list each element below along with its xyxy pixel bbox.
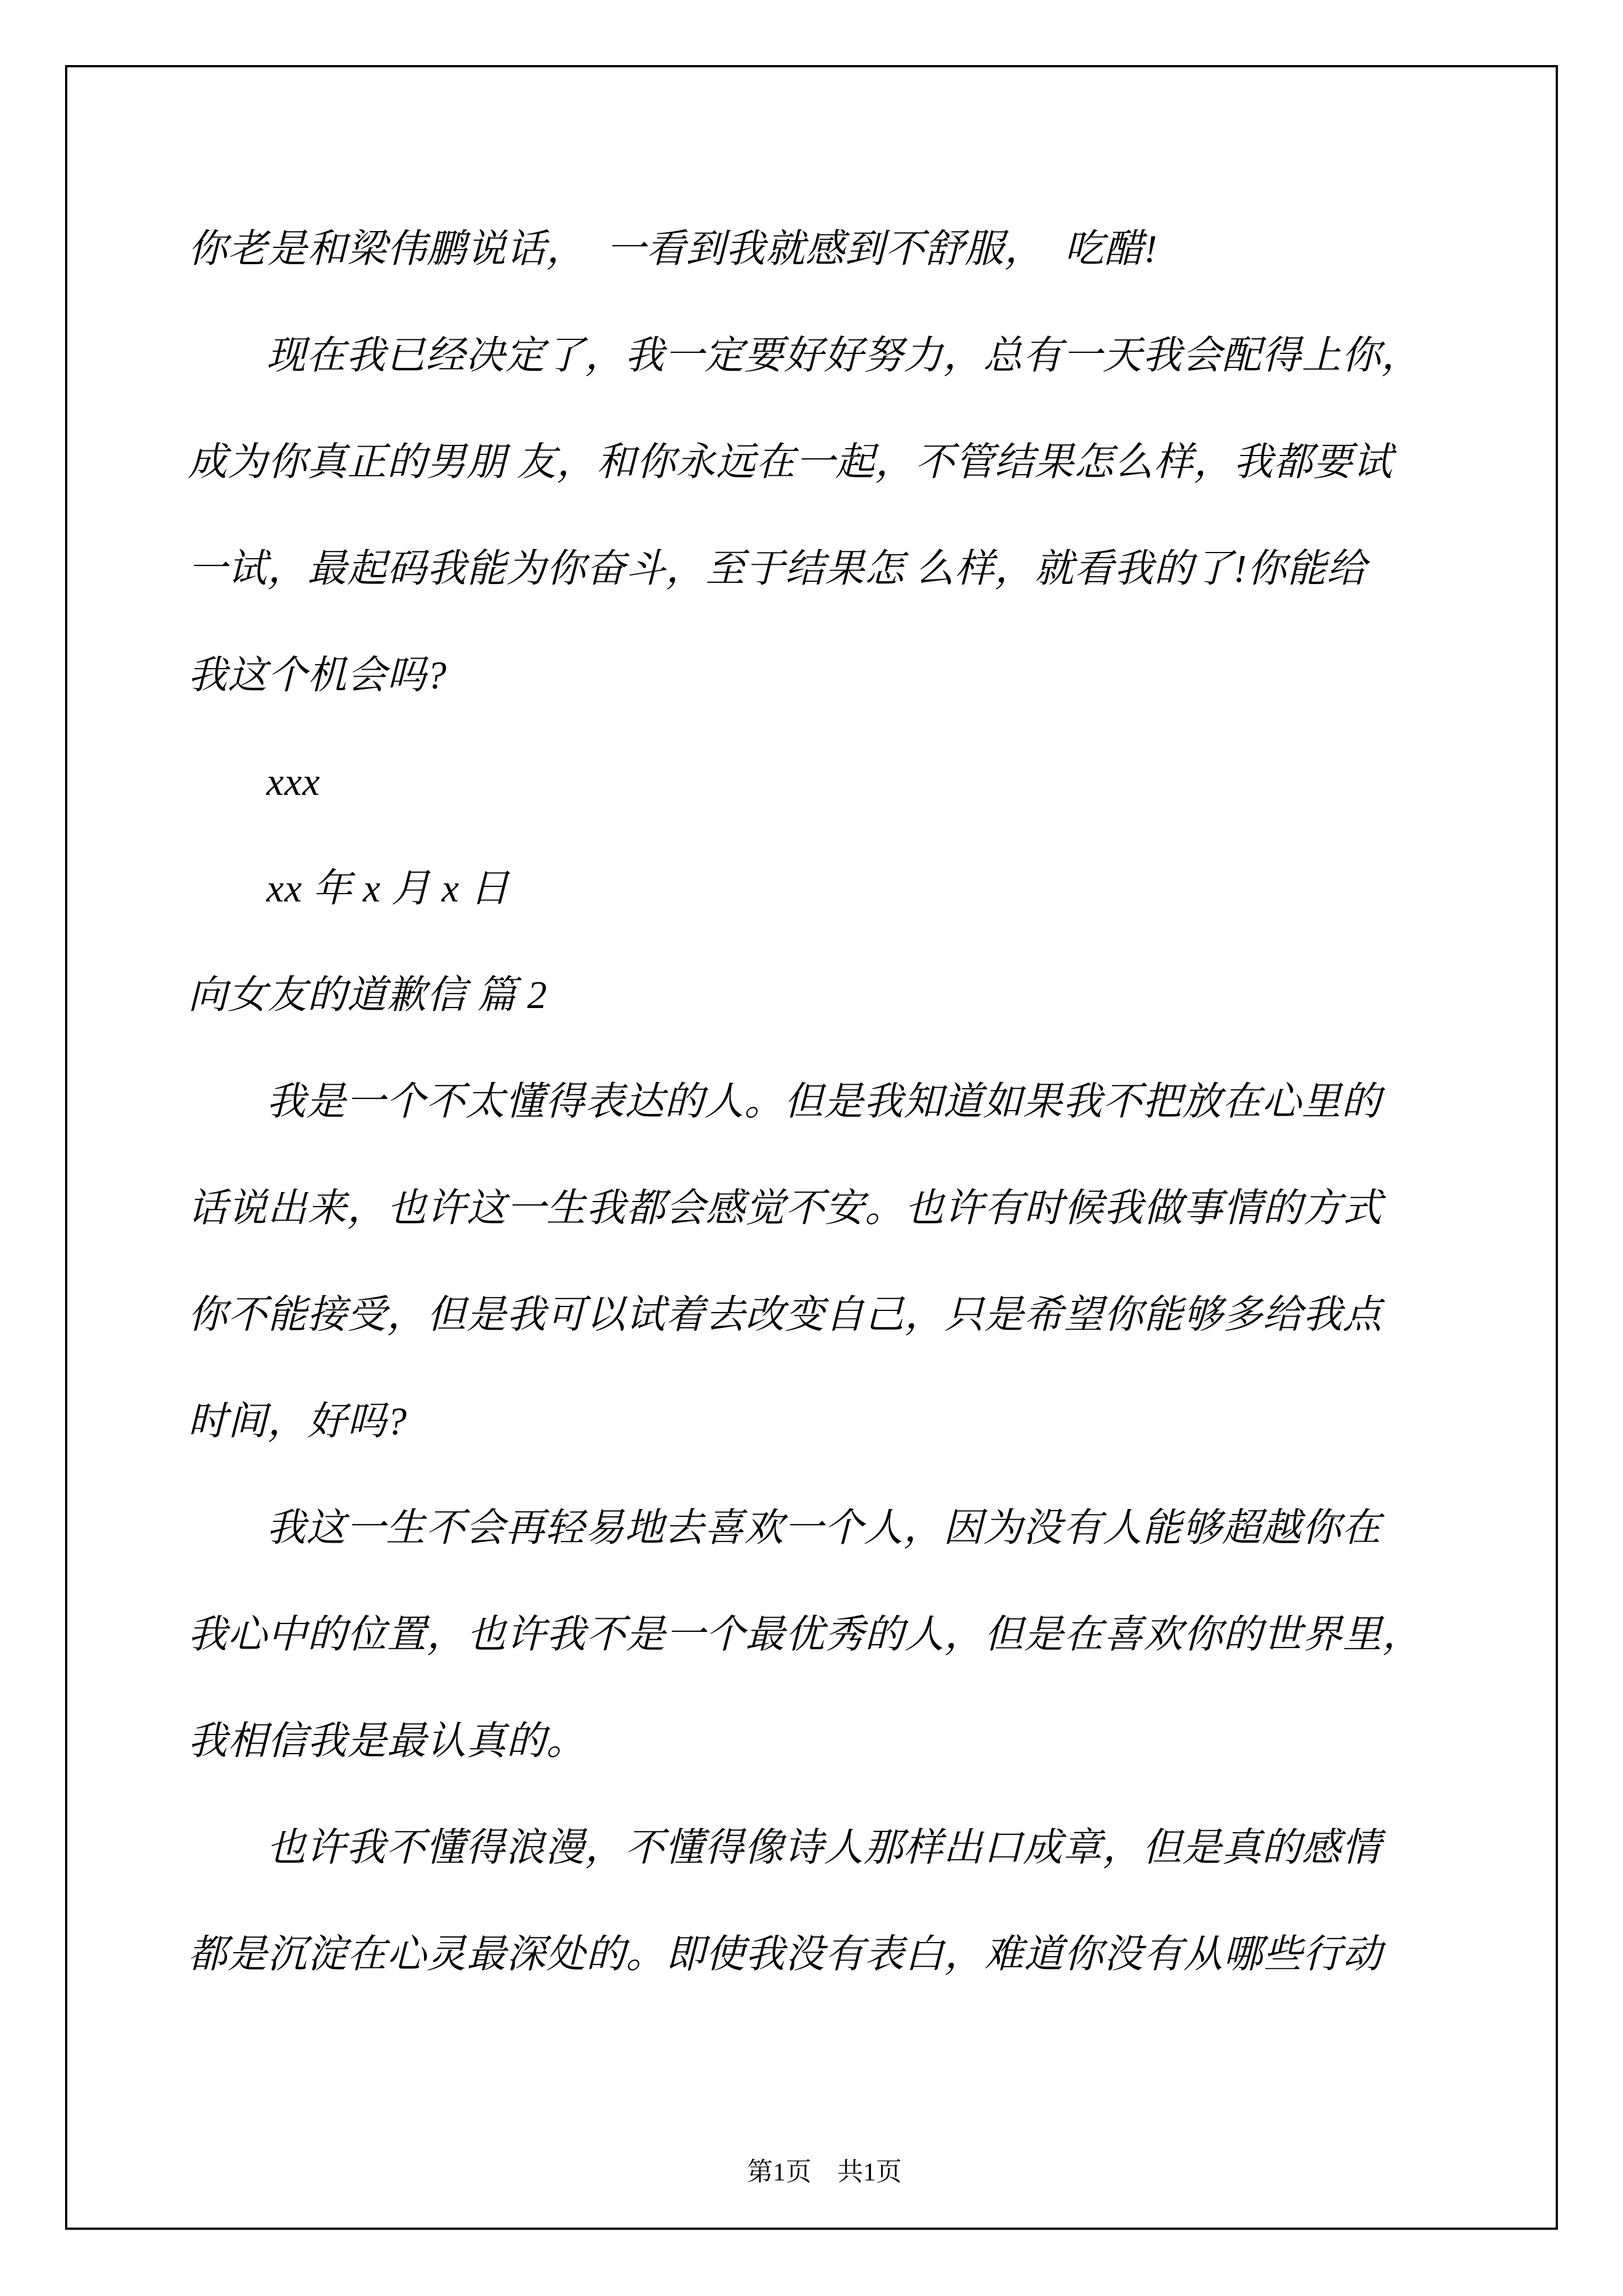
page-number-indicator: 第1页 共1页 bbox=[747, 2157, 902, 2186]
text-line: 话说出来，也许这一生我都会感觉不安。也许有时候我做事情的方式 bbox=[188, 1187, 1382, 1230]
text-line: 成为你真正的男朋 友，和你永远在一起，不管结果怎么样，我都要试 bbox=[188, 441, 1393, 484]
text-line: 我心中的位置，也许我不是一个最优秀的人，但是在喜欢你的世界里， bbox=[188, 1613, 1422, 1657]
text-line: 我这一生不会再轻易地去喜欢一个人，因为没有人能够超越你在 bbox=[266, 1507, 1381, 1550]
text-line: 都是沉淀在心灵最深处的。即使我没有表白，难道你没有从哪些行动 bbox=[188, 1933, 1382, 1976]
text-line: 我这个机会吗? bbox=[188, 654, 447, 697]
date-line: xx 年 x 月 x 日 bbox=[266, 867, 510, 910]
signature-placeholder: xxx bbox=[266, 761, 321, 804]
text-line: 你不能接受，但是我可以试着去改变自己，只是希望你能够多给我点 bbox=[188, 1294, 1382, 1337]
text-line: 一试，最起码我能为你奋斗，至于结果怎 么样，就看我的了!你能给 bbox=[188, 547, 1367, 591]
text-line: 你老是和梁伟鹏说话， 一看到我就感到不舒服， 吃醋! bbox=[188, 228, 1158, 271]
text-line: 也许我不懂得浪漫，不懂得像诗人那样出口成章，但是真的感情 bbox=[266, 1826, 1381, 1870]
text-line: 时间，好吗? bbox=[188, 1400, 407, 1443]
text-line: 我相信我是最认真的。 bbox=[188, 1720, 586, 1763]
text-line: 我是一个不太懂得表达的人。但是我知道如果我不把放在心里的 bbox=[266, 1080, 1381, 1124]
letter-body bbox=[188, 196, 1450, 2008]
section-heading: 向女友的道歉信 篇 2 bbox=[188, 974, 547, 1017]
page-footer bbox=[67, 2122, 1556, 2223]
text-line: 现在我已经决定了，我一定要好好努力，总有一天我会配得上你， bbox=[266, 334, 1421, 378]
